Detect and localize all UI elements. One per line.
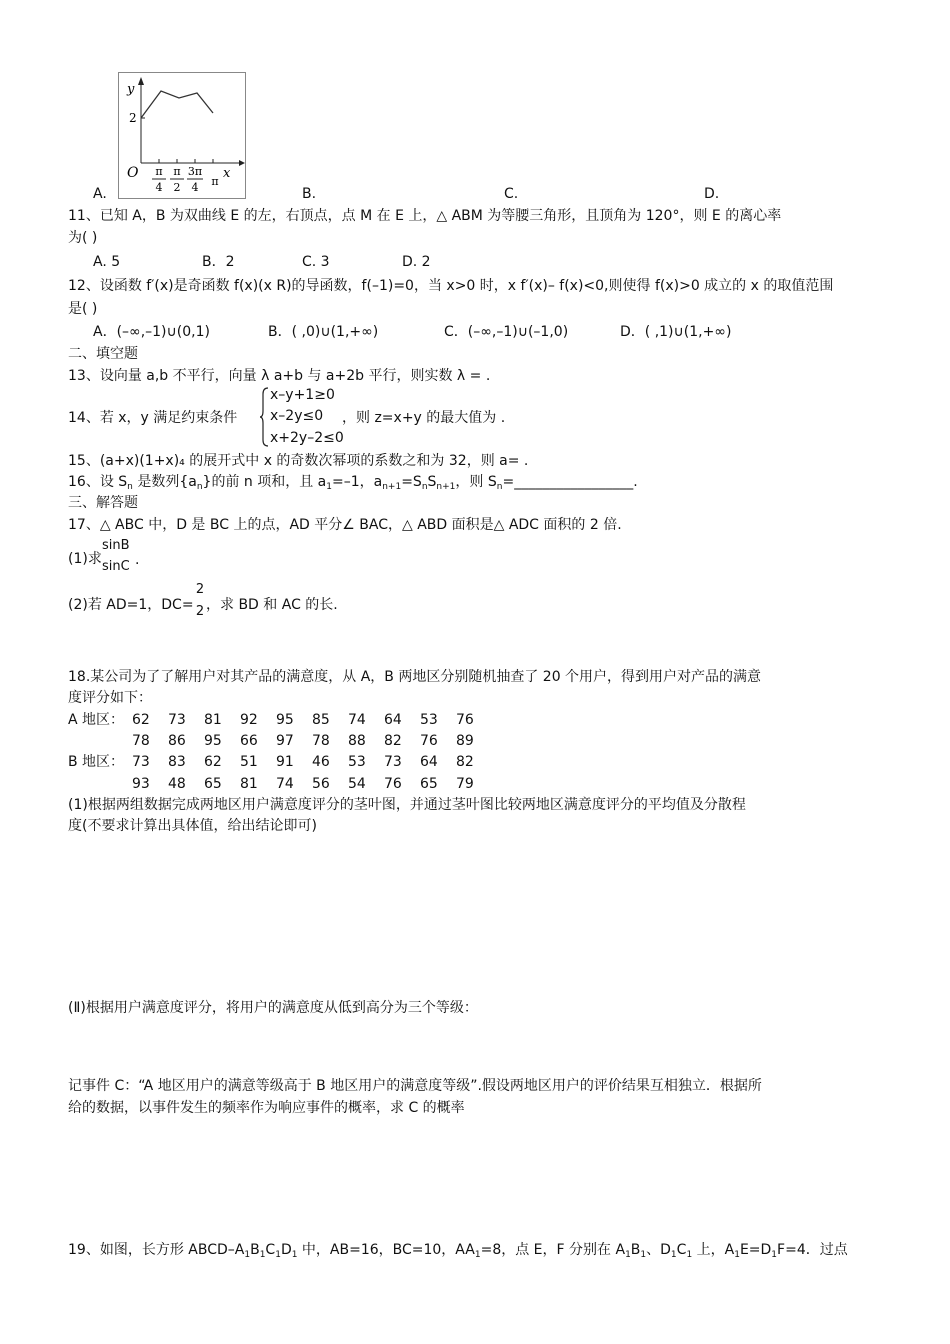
graph-svg — [119, 73, 245, 198]
q16-sub: n+1 — [382, 482, 402, 492]
q11-line2: 为( ) — [68, 230, 98, 246]
score: 81 — [240, 776, 258, 792]
left-brace-icon — [260, 386, 270, 448]
q19-sub: 1 — [670, 1250, 677, 1260]
q19-sub: 1 — [640, 1250, 647, 1260]
q18-part1-line1: (1)根据两组数据完成两地区用户满意度评分的茎叶图，并通过茎叶图比较两地区满意度评分的平均值及分散程 — [68, 797, 746, 813]
q18-b-row1 — [132, 752, 492, 773]
q10-option-a: A. — [93, 186, 107, 202]
q10-option-c: C. — [504, 186, 519, 202]
score: 76 — [420, 733, 438, 749]
q17-part2-num: 2 — [195, 582, 205, 597]
q18-part3-line2: 给的数据，以事件发生的频率作为响应事件的概率，求 C 的概率 — [68, 1100, 465, 1116]
score: 76 — [384, 776, 402, 792]
q16-sub: n+1 — [436, 482, 456, 492]
q16-sub: n — [496, 482, 503, 492]
function-graph — [118, 72, 246, 199]
y-label: y — [127, 82, 135, 97]
score: 56 — [312, 776, 330, 792]
q17-part1-num: sinB — [102, 538, 130, 553]
score: 51 — [240, 754, 258, 770]
q19-text: 、D — [646, 1242, 671, 1258]
q10-option-d: D. — [704, 186, 720, 202]
score: 82 — [384, 733, 402, 749]
q12-line2: 是( ) — [68, 301, 98, 317]
score: 74 — [276, 776, 294, 792]
q17-part1-suffix: . — [135, 552, 140, 568]
section-fill-in: 二、填空题 — [68, 346, 138, 362]
q18-line1: 18.某公司为了了解用户对其产品的满意度，从 A，B 两地区分别随机抽查了 20 个用户，得到用户对产品的满意 — [68, 669, 762, 685]
score: 66 — [240, 733, 258, 749]
q18-b-label: B 地区： — [68, 754, 125, 770]
q14-constraints — [262, 386, 352, 448]
y-arrow — [138, 77, 144, 85]
score: 48 — [168, 776, 186, 792]
q16-text: 16、设 S — [68, 474, 128, 490]
section-solve: 三、解答题 — [68, 495, 138, 511]
q19-text: C — [265, 1242, 276, 1258]
q19-sub: 1 — [244, 1250, 251, 1260]
q12-option-c: C．(–∞,–1)∪(–1,0) — [444, 324, 569, 340]
score: 81 — [204, 712, 222, 728]
score: 95 — [204, 733, 222, 749]
score: 76 — [456, 712, 474, 728]
q11-line1: 11、已知 A，B 为双曲线 E 的左，右顶点，点 M 在 E 上，△ ABM 为等腰三角形，且顶角为 120°，则 E 的离心率 — [68, 208, 782, 224]
x-tick-label-1-num: π — [155, 165, 163, 178]
score: 88 — [348, 733, 366, 749]
q12-option-b: B．( ,0)∪(1,+∞) — [268, 324, 379, 340]
score: 83 — [168, 754, 186, 770]
score: 95 — [276, 712, 294, 728]
q16-text: 是数列{a — [132, 474, 197, 490]
q19-sub: 1 — [474, 1250, 481, 1260]
q17-stem: 17、△ ABC 中，D 是 BC 上的点，AD 平分∠ BAC，△ ABD 面积是△ ADC 面积的 2 倍. — [68, 517, 622, 533]
score: 46 — [312, 754, 330, 770]
q16-text: =–1，a — [331, 474, 383, 490]
q14-prefix: 14、若 x，y 满足约束条件 — [68, 410, 238, 426]
x-label: x — [223, 166, 231, 181]
score: 91 — [276, 754, 294, 770]
q16 — [68, 472, 638, 493]
q11-option-d: D. 2 — [402, 254, 431, 270]
x-tick-label-2-den: 2 — [173, 181, 181, 194]
q19-sub: 1 — [686, 1250, 693, 1260]
q18-a-row1 — [132, 710, 492, 731]
score: 78 — [132, 733, 150, 749]
q16-sub: n — [421, 482, 428, 492]
q18-b-row2 — [132, 774, 492, 795]
score: 73 — [168, 712, 186, 728]
score: 64 — [384, 712, 402, 728]
function-curve — [141, 91, 213, 118]
q19-sub: 1 — [259, 1250, 266, 1260]
x-tick-label-3-num: 3π — [187, 165, 203, 178]
q16-sub: n — [196, 482, 203, 492]
q19-sub: 1 — [734, 1250, 740, 1260]
q18-part1-line2: 度(不要求计算出具体值，给出结论即可) — [68, 818, 317, 834]
q19-sub: 1 — [625, 1250, 631, 1260]
q19-text: B — [250, 1242, 260, 1258]
q11-option-c: C. 3 — [302, 254, 330, 270]
q15: 15、(a+x)(1+x)₄ 的展开式中 x 的奇数次幂项的系数之和为 32，则 a= . — [68, 453, 529, 469]
q18-part2: (Ⅱ)根据用户满意度评分，将用户的满意度从低到高分为三个等级： — [68, 1000, 478, 1016]
q16-text: ，则 S — [455, 474, 497, 490]
score: 97 — [276, 733, 294, 749]
score: 85 — [312, 712, 330, 728]
q12-option-a: A．(–∞,–1)∪(0,1) — [93, 324, 210, 340]
score: 54 — [348, 776, 366, 792]
score: 74 — [348, 712, 366, 728]
q16-sub: n — [127, 482, 133, 492]
q16-text: =_________________. — [502, 474, 638, 490]
q16-text: }的前 n 项和，且 a — [202, 474, 327, 490]
constraint-2: x–2y≤0 — [270, 408, 324, 424]
constraint-3: x+2y–2≤0 — [270, 430, 344, 446]
q16-text: S — [427, 474, 437, 490]
origin-label: O — [127, 165, 139, 181]
q19-text: =8，点 E，F 分别在 A — [480, 1242, 626, 1258]
q19-sub: 1 — [771, 1250, 778, 1260]
q18-a-label: A 地区： — [68, 712, 125, 728]
q11-option-a: A. 5 — [93, 254, 121, 270]
score: 73 — [132, 754, 150, 770]
score: 62 — [204, 754, 222, 770]
q13: 13、设向量 a,b 不平行，向量 λ a+b 与 a+2b 平行，则实数 λ = . — [68, 368, 491, 384]
x-tick-label-4: π — [211, 175, 219, 188]
q12-line1: 12、设函数 f′(x)是奇函数 f(x)(x R)的导函数，f(–1)=0，当 x>0 时，x f′(x)– f(x)<0,则使得 f(x)>0 成立的 x 的取值范围 — [68, 278, 834, 294]
q17-part1-prefix: (1)求 — [68, 551, 102, 567]
constraint-1: x–y+1≥0 — [270, 387, 335, 403]
q19-sub: 1 — [275, 1250, 281, 1260]
score: 65 — [204, 776, 222, 792]
q19-sub: 1 — [291, 1250, 298, 1260]
q16-text: =S — [401, 474, 422, 490]
score: 53 — [420, 712, 438, 728]
q19-text: 19、如图，长方形 ABCD–A — [68, 1242, 245, 1258]
score: 73 — [384, 754, 402, 770]
score: 79 — [456, 776, 474, 792]
x-tick-label-1-den: 4 — [155, 181, 163, 194]
q18-line2: 度评分如下： — [68, 690, 152, 706]
score: 64 — [420, 754, 438, 770]
score: 93 — [132, 776, 150, 792]
x-tick-label-3-den: 4 — [191, 181, 199, 194]
score: 92 — [240, 712, 258, 728]
y-tick-label: 2 — [129, 111, 137, 125]
q19-text: F=4．过点 — [777, 1242, 848, 1258]
q16-sub: 1 — [326, 482, 332, 492]
q18-a-row2 — [132, 731, 492, 752]
q12-option-d: D．( ,1)∪(1,+∞) — [620, 324, 732, 340]
score: 89 — [456, 733, 474, 749]
q17-part2-den: 2 — [195, 604, 205, 619]
score: 82 — [456, 754, 474, 770]
q19-text: 上，A — [692, 1242, 735, 1258]
score: 65 — [420, 776, 438, 792]
score: 62 — [132, 712, 150, 728]
q19-text: E=D — [739, 1242, 772, 1258]
q19-text: 中，AB=16，BC=10，AA — [297, 1242, 475, 1258]
q14-suffix: ，则 z=x+y 的最大值为 . — [342, 410, 506, 426]
q17-part2-suffix: ，求 BD 和 AC 的长. — [206, 597, 338, 613]
q19-text: C — [676, 1242, 687, 1258]
q19-text: D — [280, 1242, 292, 1258]
q19-stem — [68, 1240, 848, 1261]
q17-part1-den: sinC — [102, 559, 130, 574]
q17-part2-prefix: (2)若 AD=1，DC= — [68, 597, 194, 613]
x-arrow — [239, 160, 245, 166]
score: 86 — [168, 733, 186, 749]
score: 53 — [348, 754, 366, 770]
x-tick-label-2-num: π — [173, 165, 181, 178]
q18-part3-line1: 记事件 C：“A 地区用户的满意等级高于 B 地区用户的满意度等级”.假设两地区用户的评价结果互相独立．根据所 — [68, 1078, 762, 1094]
q10-option-b: B. — [302, 186, 317, 202]
q19-text: B — [630, 1242, 641, 1258]
q11-option-b: B．2 — [202, 254, 235, 270]
score: 78 — [312, 733, 330, 749]
